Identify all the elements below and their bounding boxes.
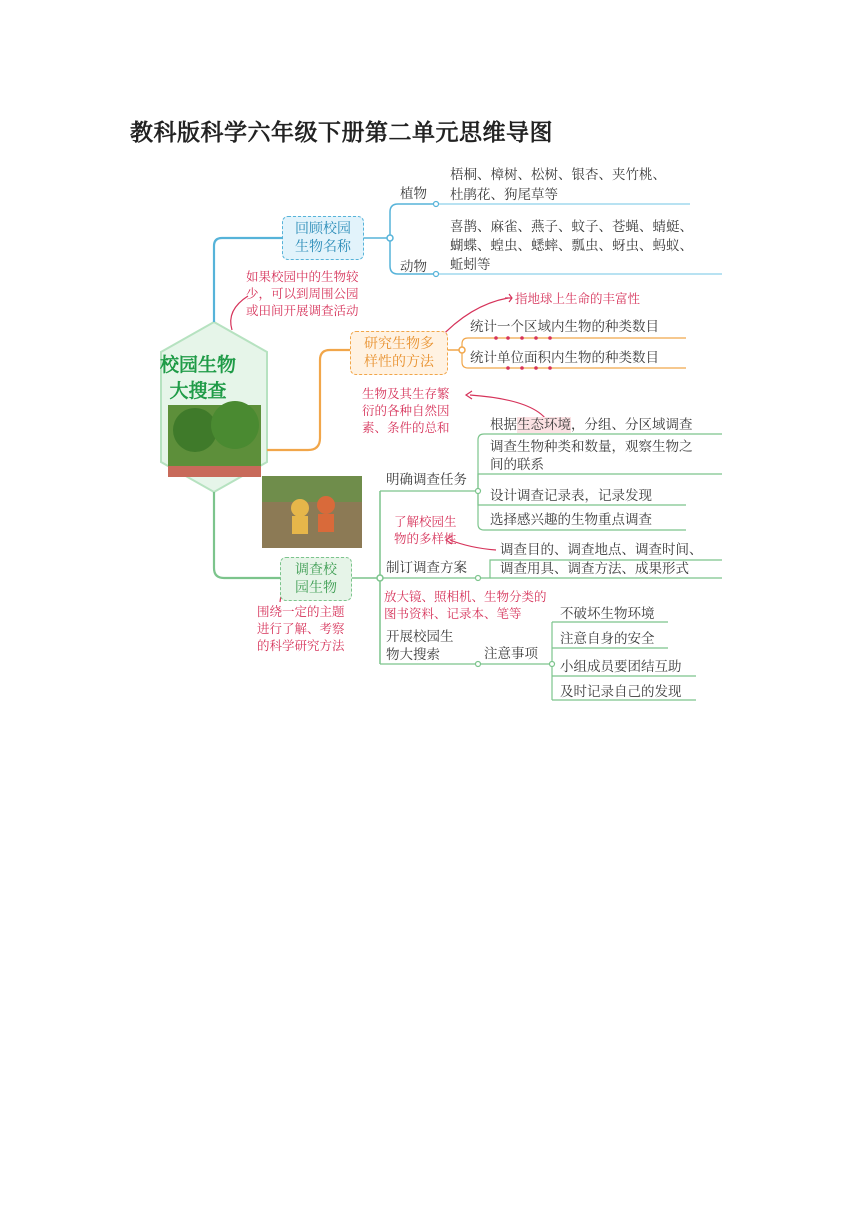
- survey-photo-icon: [262, 476, 362, 548]
- page-title: 教科版科学六年级下册第二单元思维导图: [130, 120, 553, 146]
- survey-definition-line1: 围绕一定的主题: [257, 604, 345, 619]
- branch-survey-box: 调查校 园生物: [280, 557, 352, 601]
- plants-line1: 梧桐、樟树、松树、银杏、夹竹桃、: [450, 167, 666, 183]
- tools-note-line1: 放大镜、照相机、生物分类的: [384, 589, 547, 604]
- carry-label-line1: 开展校园生: [386, 629, 454, 645]
- review-note-line1: 如果校园中的生物较: [246, 269, 359, 284]
- animals-line3: 蚯蚓等: [450, 257, 491, 273]
- branch-review-box: 回顾校园 生物名称: [282, 216, 364, 260]
- animals-line1: 喜鹊、麻雀、燕子、蚊子、苍蝇、蜻蜓、: [450, 219, 693, 235]
- central-node-title: 校园生物 大搜查: [160, 354, 237, 402]
- task-label: 明确调查任务: [386, 472, 467, 488]
- diversity-method-2: 统计单位面积内生物的种类数目: [470, 350, 659, 366]
- diversity-method-1: 统计一个区域内生物的种类数目: [470, 319, 659, 335]
- attention-item-4: 及时记录自己的发现: [560, 684, 682, 700]
- plan-line1: 调查目的、调查地点、调查时间、: [500, 542, 703, 558]
- plan-label: 制订调查方案: [386, 560, 467, 576]
- attention-item-2: 注意自身的安全: [560, 631, 655, 647]
- campus-photo-icon: [168, 401, 261, 477]
- task-item-4: 选择感兴趣的生物重点调查: [490, 512, 652, 528]
- carry-label-line2: 物大搜索: [386, 647, 440, 663]
- survey-definition-line3: 的科学研究方法: [257, 638, 345, 653]
- review-note-line2: 少，可以到周围公园: [246, 286, 359, 301]
- animals-label: 动物: [400, 259, 427, 275]
- plan-note-line2: 物的多样性: [394, 531, 457, 546]
- diversity-definition-note: 指地球上生命的丰富性: [515, 291, 641, 306]
- survey-definition-line2: 进行了解、考察: [257, 621, 345, 636]
- plants-label: 植物: [400, 186, 427, 202]
- task-item-1: 根据生态环境，分组、分区域调查: [490, 417, 693, 433]
- plan-line2: 调查用具、调查方法、成果形式: [500, 561, 689, 577]
- biosphere-note-line2: 衍的各种自然因: [362, 403, 450, 418]
- plan-note-line1: 了解校园生: [394, 514, 457, 529]
- animals-line2: 蝴蝶、蝗虫、蟋蟀、瓢虫、蚜虫、蚂蚁、: [450, 238, 693, 254]
- tools-note-line2: 图书资料、记录本、笔等: [384, 606, 522, 621]
- biosphere-note-line3: 素、条件的总和: [362, 420, 450, 435]
- plants-line2: 杜鹃花、狗尾草等: [450, 187, 558, 203]
- task-item-2-line1: 调查生物种类和数量，观察生物之: [490, 439, 693, 455]
- biosphere-note-line1: 生物及其生存繁: [362, 386, 450, 401]
- task-item-3: 设计调查记录表，记录发现: [490, 488, 652, 504]
- attention-label: 注意事项: [484, 646, 538, 662]
- review-note-line3: 或田间开展调查活动: [246, 303, 359, 318]
- branch-diversity-box: 研究生物多 样性的方法: [350, 331, 448, 375]
- attention-item-3: 小组成员要团结互助: [560, 659, 682, 675]
- attention-item-1: 不破坏生物环境: [560, 606, 655, 622]
- task-item-2-line2: 间的联系: [490, 457, 544, 473]
